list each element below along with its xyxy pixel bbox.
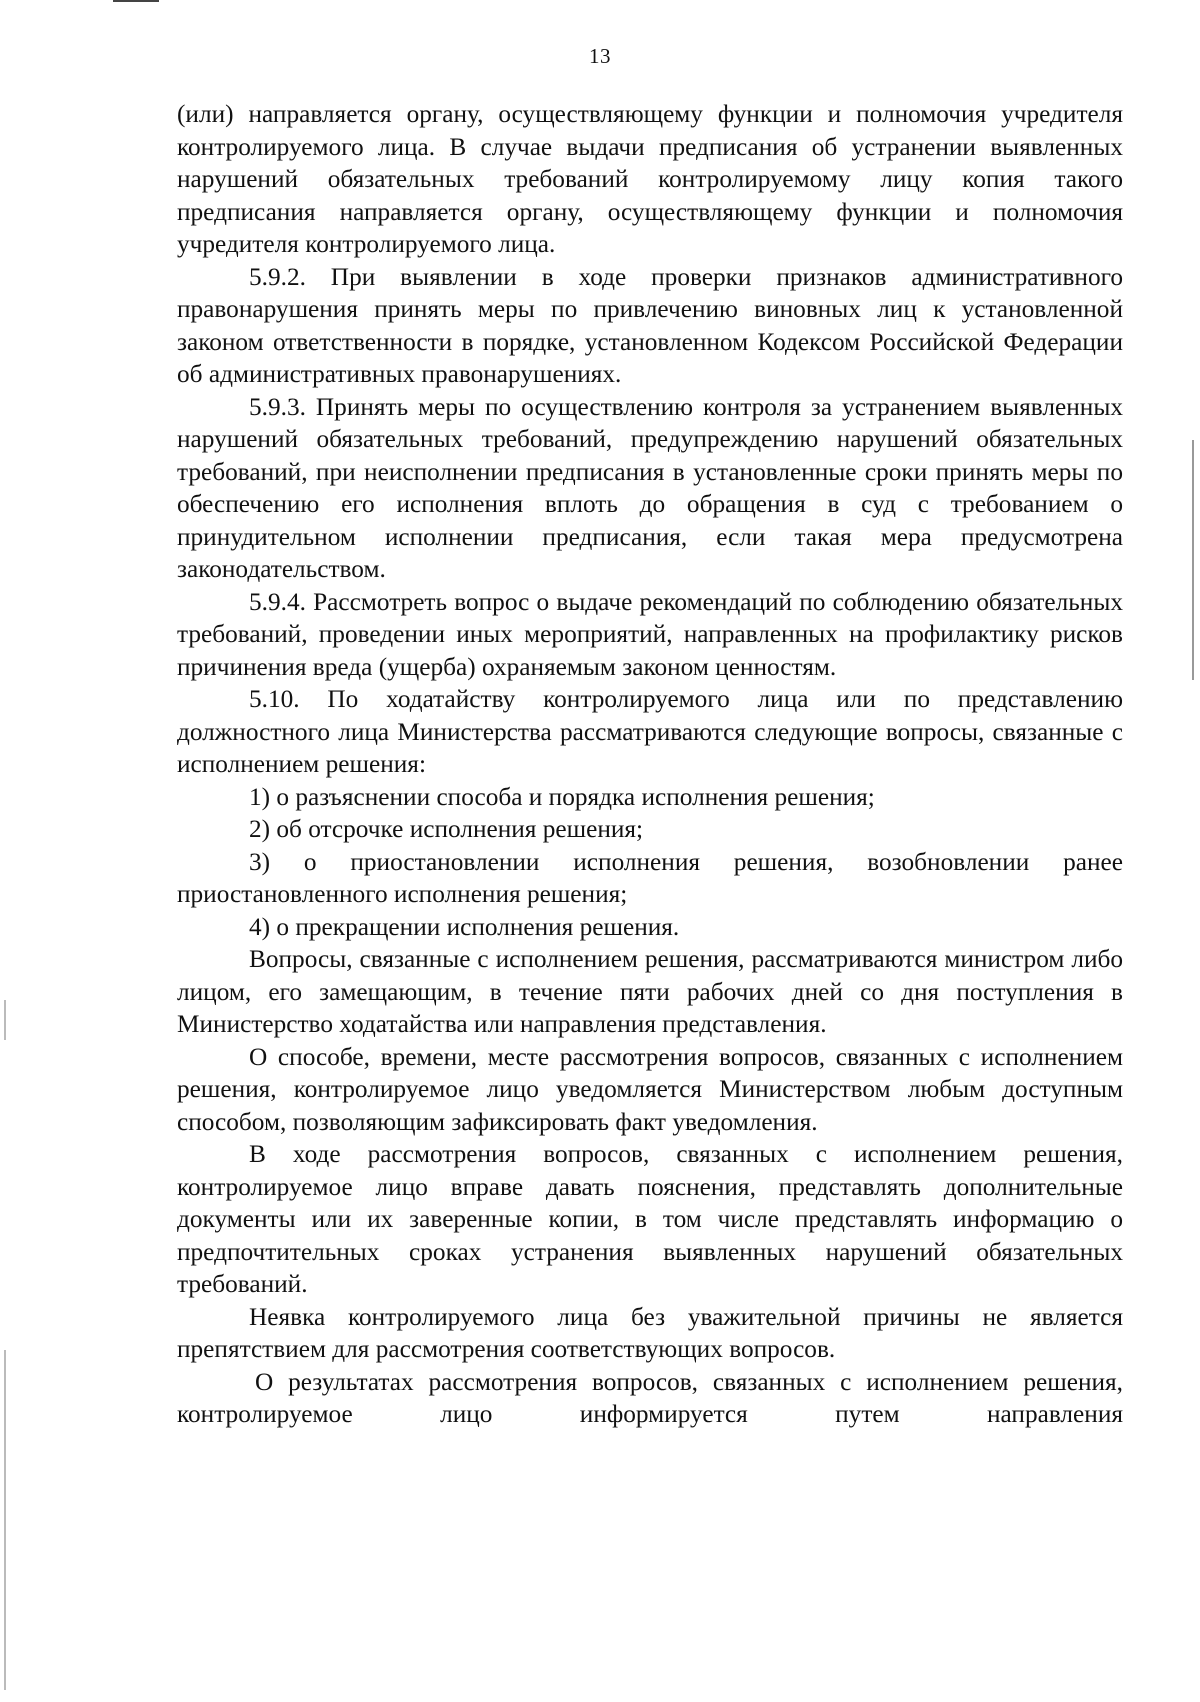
paragraph: О результатах рассмотрения вопросов, связанных с исполнением решения, контролируемое лицо информируется путем направления — [177, 1367, 1123, 1428]
list-item: 1) о разъяснении способа и порядка исполнения решения; — [249, 782, 875, 811]
paragraph-5-9-2: 5.9.2. При выявлении в ходе проверки признаков административного правонарушения принять меры по привлечению виновных лиц к установленной законом ответственности в порядке, установленном Кодексом Российской Федерации об административных правонарушениях. — [177, 262, 1123, 388]
scan-artifact-right-edge — [1192, 440, 1194, 680]
list-item: 2) об отсрочке исполнения решения; — [249, 815, 644, 843]
paragraph-5-9-4: 5.9.4. Рассмотреть вопрос о выдаче рекомендаций по соблюдению обязательных требований, проведении иных мероприятий, направленных на профилактику рисков причинения вреда (ущерба) охраняемым законом ценностям. — [177, 587, 1123, 681]
scan-artifact-left-edge-lower — [4, 1350, 6, 1690]
paragraph: Вопросы, связанные с исполнением решения, рассматриваются министром либо лицом, его замещающим, в течение пяти рабочих дней со дня поступления в Министерство ходатайства или направления представления. — [177, 945, 1123, 1038]
paragraph: В ходе рассмотрения вопросов, связанных с исполнением решения, контролируемое лицо вправе давать пояснения, представлять дополнительные документы или их заверенные копии, в том числе представлять информацию о предпочтительных сроках устранения выявленных нарушений обязательных требований. — [177, 1140, 1123, 1298]
list-item: 3) о приостановлении исполнения решения, возобновлении ранее приостановленного исполнения решения; — [177, 847, 1123, 908]
scan-artifact-left-edge — [4, 1000, 6, 1040]
paragraph-5-9-3: 5.9.3. Принять меры по осуществлению контроля за устранением выявленных нарушений обязательных требований, предупреждению нарушений обязательных требований, при неисполнении предписания в установленные сроки принять меры по обеспечению его исполнения вплоть до обращения в суд с требованием о принудительном исполнении предписания, если такая мера предусмотрена законодательством. — [177, 392, 1123, 583]
paragraph: (или) направляется органу, осуществляющему функции и полномочия учредителя контролируемого лица. В случае выдачи предписания об устранении выявленных нарушений обязательных требований контролируемому лицу копия такого предписания направляется органу, осуществляющему функции и полномочия учредителя контролируемого лица. — [177, 100, 1123, 258]
list-item: 4) о прекращении исполнения решения. — [249, 912, 680, 941]
paragraph: О способе, времени, месте рассмотрения вопросов, связанных с исполнением решения, контролируемое лицо уведомляется Министерством любым доступным способом, позволяющим зафиксировать факт уведомления. — [177, 1042, 1123, 1136]
document-body — [177, 98, 1123, 1431]
page-number: 13 — [589, 44, 611, 68]
paragraph: Неявка контролируемого лица без уважительной причины не является препятствием для рассмотрения соответствующих вопросов. — [177, 1302, 1123, 1363]
scan-artifact-top — [113, 0, 159, 2]
paragraph-5-10: 5.10. По ходатайству контролируемого лица или по представлению должностного лица Министерства рассматриваются следующие вопросы, связанные с исполнением решения: — [177, 685, 1123, 778]
